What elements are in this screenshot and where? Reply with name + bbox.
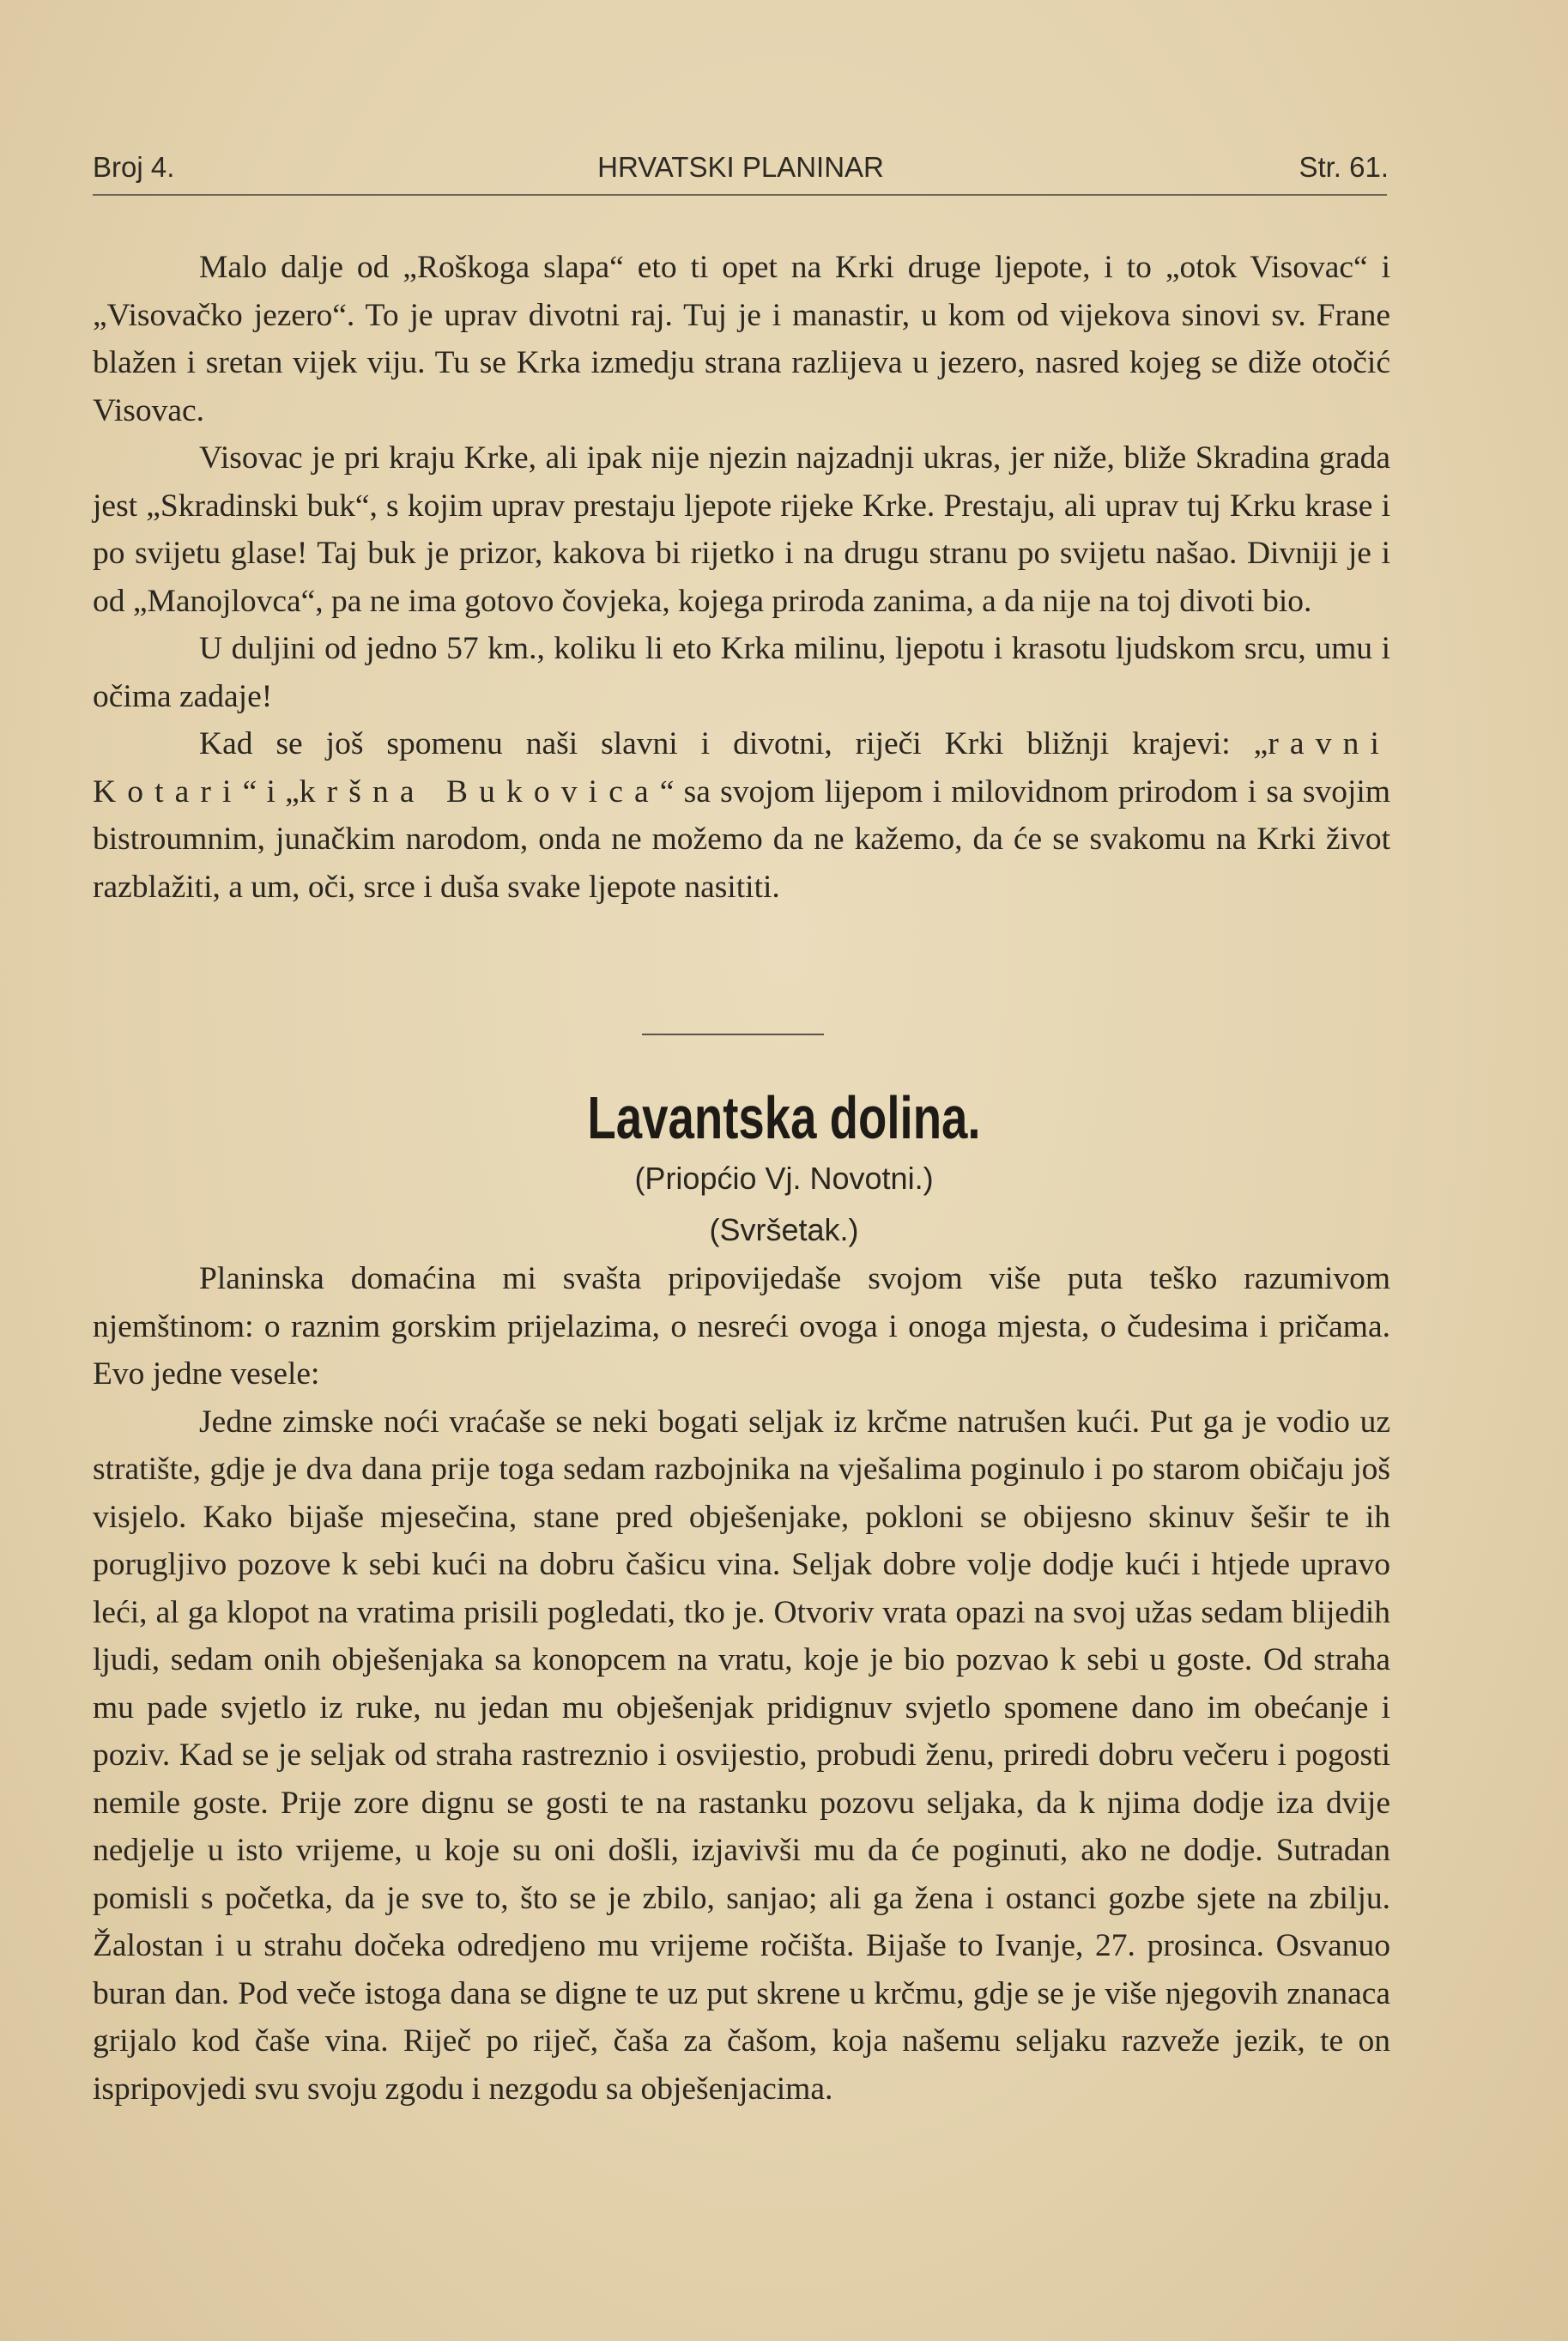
section-separator	[642, 1034, 824, 1035]
paragraph: Jedne zimske noći vraćaše se neki bogati seljak iz krčme natrušen kući. Put ga je vodio uz stratište, gdje je dva dana prije toga sedam razbojnika na vješalima poginulo i po starom običaju još visjelo. Kako bijaše mjesečina, stane pred obješenjake, pokloni se obijesno skinuv šešir te ih porugljivo pozove k sebi kući na dobru čašicu vina. Seljak dobre volje dodje kući i htjede upravo leći, al ga klopot na vratima prisili pogledati, tko je. Otvoriv vrata opazi na svoj užas sedam blijedih ljudi, sedam onih obješenjaka sa konopcem na vratu, koje je bio pozvao k sebi u goste. Od straha mu pade svjetlo iz ruke, nu jedan mu obješenjak pridignuv svjetlo spomene dano im obećanje i poziv. Kad se je seljak od straha rastreznio i osvijestio, probudi ženu, priredi dobru večeru i pogosti nemile goste. Prije zore dignu se gosti te na rastanku pozovu seljaka, da k njima dodje iza dvije nedjelje u isto vrijeme, u koje su oni došli, izjavivši mu da će poginuti, ako ne dodje. Sutradan pomisli s početka, da je sve to, što se je zbilo, sanjao; ali ga žena i ostanci gozbe sjete na zbilju. Žalostan i u strahu dočeka odredjeno mu vrijeme ročišta. Bijaše to Ivanje, 27. prosinca. Osvanuo buran dan. Pod veče istoga dana se digne te uz put skrene u krčmu, gdje se je više njegovih znanaca grijalo kod čaše vina. Riječ po riječ, čaša za čašom, koja našemu seljaku razveže jezik, te on ispripovjedi svu svoju zgodu i nezgodu sa obješenjacima.	[93, 1404, 1390, 2107]
page-number: Str. 61.	[1299, 151, 1389, 183]
article-byline: (Priopćio Vj. Novotni.)	[634, 1161, 934, 1196]
article-text	[93, 1255, 1390, 2113]
spaced-phrase-kotari: ravni Kotari	[93, 726, 1390, 810]
paragraph: U duljini od jedno 57 km., koliku li eto Krka milinu, ljepotu i krasotu ljudskom srcu, umu i očima zadaje!	[93, 631, 1390, 714]
issue-number: Broj 4.	[93, 151, 175, 183]
article-title: Lavantska dolina.	[587, 1084, 981, 1151]
previous-article-text	[93, 244, 1390, 911]
paragraph: Malo dalje od „Roškoga slapa“ eto ti opet na Krki druge ljepote, i to „otok Visovac“ i „Visovačko jezero“. To je uprav divotni raj. Tuj je i manastir, u kom od vijekova sinovi sv. Frane blažen i sretan vijek viju. Tu se Krka izmedju strana razlijeva u jezero, nasred kojeg se diže otočić Visovac.	[93, 250, 1390, 428]
paragraph: Planinska domaćina mi svašta pripovijedaše svojom više puta teško razumivom njemštinom: o raznim gorskim prijelazima, o nesreći ovoga i onoga mjesta, o čudesima i pričama. Evo jedne vesele:	[93, 1261, 1390, 1392]
paragraph	[93, 720, 1390, 911]
paragraph: Visovac je pri kraju Krke, ali ipak nije njezin najzadnji ukras, jer niže, bliže Skradina grada jest „Skradinski buk“, s kojim uprav prestaju ljepote rijeke Krke. Prestaju, ali uprav tuj Krku krase i po svijetu glase! Taj buk je prizor, kakova bi rijetko i na drugu stranu po svijetu našao. Divniji je i od „Manojlovca“, pa ne ima gotovo čovjeka, kojega priroda zanima, a da nije na toj divoti bio.	[93, 440, 1390, 619]
text-run: “ i „	[242, 773, 300, 810]
text-run: Kad se još spomenu naši slavni i divotni, riječi Krki bližnji krajevi: „	[199, 726, 1268, 761]
text-run: “ sa svojom lijepom i milovidnom prirodom i sa svojim bistroumnim, junačkim narodom, onda ne možemo da ne kažemo, da će se svakomu na Krki život razblažiti, a um, oči, srce i duša svake ljepote nasititi.	[93, 773, 1390, 905]
running-header	[93, 151, 1389, 189]
journal-title: HRVATSKI PLANINAR	[597, 151, 884, 183]
article-continuation-note: (Svršetak.)	[709, 1212, 859, 1247]
header-rule	[93, 194, 1387, 196]
spaced-phrase-bukovica: kršna Bukovica	[299, 773, 660, 810]
